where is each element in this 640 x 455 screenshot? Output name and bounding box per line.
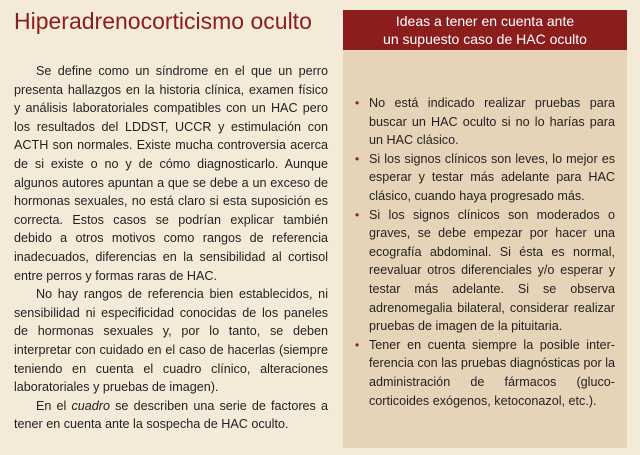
sidebar-title-line-1: Ideas a tener en cuenta ante: [395, 13, 575, 29]
article-title: Hiperadrenocorticismo oculto: [14, 8, 312, 34]
bullet-icon: •: [355, 207, 360, 222]
sidebar-title-line-2: un supuesto caso de HAC oculto: [383, 31, 587, 47]
bullet-icon: •: [355, 337, 360, 352]
tip-item: [355, 150, 615, 206]
tips-list: [343, 50, 627, 410]
tip-item: [355, 336, 615, 410]
article-column: [14, 6, 328, 434]
tip-item: [355, 94, 615, 150]
tip-text: Tener en cuenta siempre la posible interferencia con las pruebas diagnósticas por la administración de fármacos (glucocorticoides exógenos, ketoconazol, etc.).: [369, 337, 615, 408]
bullet-icon: •: [355, 96, 360, 110]
sidebar-box: [343, 10, 627, 448]
article-body: [14, 62, 328, 434]
tip-text: No está indicado realizar pruebas para buscar un HAC oculto si no lo harías para un HAC clásico.: [369, 96, 615, 148]
tip-text: Si los signos clínicos son moderados o graves, se debe empezar por hacer una ecografía abdominal. Si ésta es normal, reevaluar otros diferenciales y/o esperar y testar más adelante. Si se observa adrenomegalia bilateral, considerar realizar pruebas de imagen de la pituitaria.: [369, 207, 615, 334]
tip-text: Si los signos clínicos son leves, lo mejor es esperar y testar más adelante para HAC clásico, cuando haya progresado más.: [369, 151, 615, 203]
article-paragraph-2: No hay rangos de referencia bien establecidos, ni sensibilidad ni especificidad conocidas de los paneles de hormonas sexuales y, por lo tanto, se deben interpretar con cuidado en el caso de hacerlas (siempre teniendo en cuenta el cuadro clínico, alteraciones laboratoriales y pruebas de imagen).: [14, 287, 328, 395]
tip-item: [355, 206, 615, 336]
sidebar-header: [343, 10, 627, 50]
paragraph-3-text-end: se describen una serie de factores a tener en cuenta ante la sospecha de HAC oculto.: [14, 398, 328, 432]
bullet-icon: •: [355, 151, 360, 166]
article-paragraph-3: [14, 397, 328, 434]
paragraph-3-text-start: En el: [36, 398, 72, 413]
article-paragraph-1: Se define como un síndrome en el que un perro presenta hallazgos en la historia clínica, examen físico y análisis laboratoriales compatibles con un HAC pero los resultados del LDDST, UCCR y estimulación con ACTH son normales. Existe mucha controversia acerca de si existe o no y de cómo diagnosticarlo. Aunque algunos autores apuntan a que se debe a un exceso de hormonas sexuales, no está claro si esta suposición es correcta. Estos casos se podrían explicar también debido a otros motivos como rangos de referencia inadecuados, diferencias en la sensibilidad al cortisol entre perros y formas raras de HAC.: [14, 64, 328, 283]
cuadro-reference: cuadro: [71, 398, 110, 413]
